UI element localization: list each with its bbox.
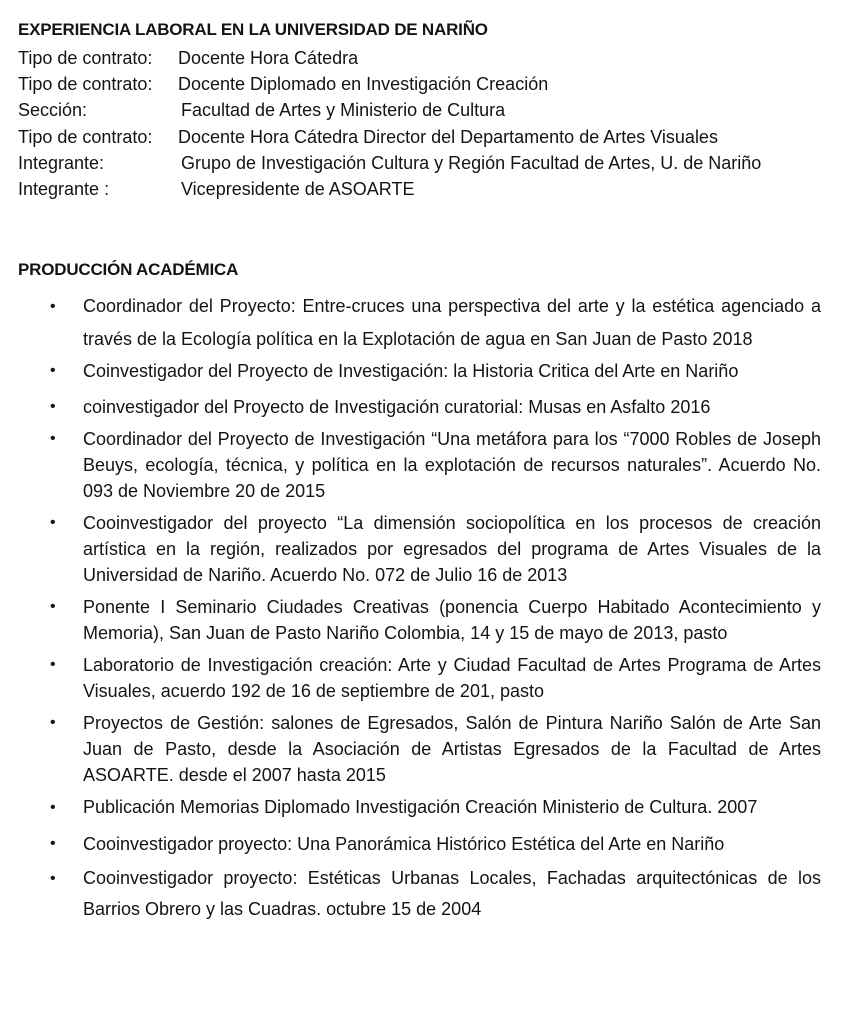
bullet-icon: • — [50, 598, 56, 615]
experience-row — [18, 71, 548, 97]
bullet-icon: • — [50, 656, 56, 673]
list-item-text: Cooinvestigador proyecto: Estéticas Urbanas Locales, Fachadas arquitectónicas de los Barrios Obrero y las Cuadras. octubre 15 de 2004 — [83, 868, 821, 919]
experience-row — [18, 45, 358, 71]
experience-row-value: Facultad de Artes y Ministerio de Cultura — [181, 100, 506, 120]
list-item — [0, 792, 853, 823]
bullet-icon: • — [50, 362, 56, 379]
list-item — [0, 426, 853, 504]
experience-row — [18, 124, 718, 150]
list-item — [0, 831, 853, 857]
list-item-text: Cooinvestigador proyecto: Una Panorámica Histórico Estética del Arte en Nariño — [83, 834, 725, 854]
list-item — [0, 510, 853, 588]
experience-heading: EXPERIENCIA LABORAL EN LA UNIVERSIDAD DE NARIÑO — [18, 20, 488, 39]
list-item-text: Ponente I Seminario Ciudades Creativas (ponencia Cuerpo Habitado Acontecimiento y Memoria), San Juan de Pasto Nariño Colombia, 14 y 15 de mayo de 2013, pasto — [83, 597, 821, 643]
bullet-icon: • — [50, 398, 56, 415]
list-item-text: Laboratorio de Investigación creación: Arte y Ciudad Facultad de Artes Programa de Artes Visuales, acuerdo 192 de 16 de septiembre de 201, pasto — [83, 655, 821, 701]
experience-row-value: Grupo de Investigación Cultura y Región Facultad de Artes, U. de Nariño — [181, 153, 762, 173]
experience-row-value: Docente Hora Cátedra Director del Departamento de Artes Visuales — [178, 127, 718, 147]
experience-row — [18, 176, 414, 202]
bullet-icon: • — [50, 870, 56, 887]
list-item-text: Coordinador del Proyecto de Investigación “Una metáfora para los “7000 Robles de Joseph Beuys, ecología, técnica, y política en la explotación de recursos naturales”. Acuerdo No. 093 de Noviembre 20 de 2015 — [83, 429, 821, 501]
bullet-icon: • — [50, 298, 56, 315]
list-item — [0, 863, 853, 925]
list-item-text: Coinvestigador del Proyecto de Investigación: la Historia Critica del Arte en Nariño — [83, 361, 739, 381]
bullet-icon: • — [50, 835, 56, 852]
list-item-text: Publicación Memorias Diplomado Investigación Creación Ministerio de Cultura. 2007 — [83, 797, 758, 817]
experience-row — [18, 150, 761, 176]
experience-row-value: Docente Diplomado en Investigación Creación — [178, 74, 549, 94]
bullet-icon: • — [50, 430, 56, 447]
list-item — [0, 652, 853, 704]
experience-row-label: Integrante: — [18, 153, 105, 173]
experience-row — [18, 97, 505, 123]
experience-row-label: Tipo de contrato: — [18, 127, 153, 147]
experience-row-label: Tipo de contrato: — [18, 74, 153, 94]
list-item — [0, 358, 853, 384]
experience-row-label: Sección: — [18, 100, 88, 120]
experience-row-value: Docente Hora Cátedra — [178, 48, 359, 68]
list-item-text: coinvestigador del Proyecto de Investigación curatorial: Musas en Asfalto 2016 — [83, 397, 711, 417]
list-item — [0, 710, 853, 788]
production-heading: PRODUCCIÓN ACADÉMICA — [18, 260, 239, 279]
bullet-icon: • — [50, 799, 56, 816]
experience-row-label: Integrante : — [18, 179, 110, 199]
experience-row-label: Tipo de contrato: — [18, 48, 153, 68]
list-item — [0, 594, 853, 646]
production-list — [0, 290, 853, 925]
list-item-text: Cooinvestigador del proyecto “La dimensión sociopolítica en los procesos de creación artística en la región, realizados por egresados del programa de Artes Visuales de la Universidad de Nariño. Acuerdo No. 072 de Julio 16 de 2013 — [83, 513, 821, 585]
list-item-text: Proyectos de Gestión: salones de Egresados, Salón de Pintura Nariño Salón de Arte San Juan de Pasto, desde la Asociación de Artistas Egresados de la Facultad de Artes ASOARTE. desde el 2007 hasta 2015 — [83, 713, 821, 785]
list-item-text: Coordinador del Proyecto: Entre-cruces una perspectiva del arte y la estética agenciado a través de la Ecología política en la Explotación de agua en San Juan de Pasto 2018 — [83, 296, 821, 349]
list-item — [0, 290, 853, 356]
list-item — [0, 394, 853, 420]
bullet-icon: • — [50, 514, 56, 531]
bullet-icon: • — [50, 714, 56, 731]
experience-row-value: Vicepresidente de ASOARTE — [181, 179, 415, 199]
